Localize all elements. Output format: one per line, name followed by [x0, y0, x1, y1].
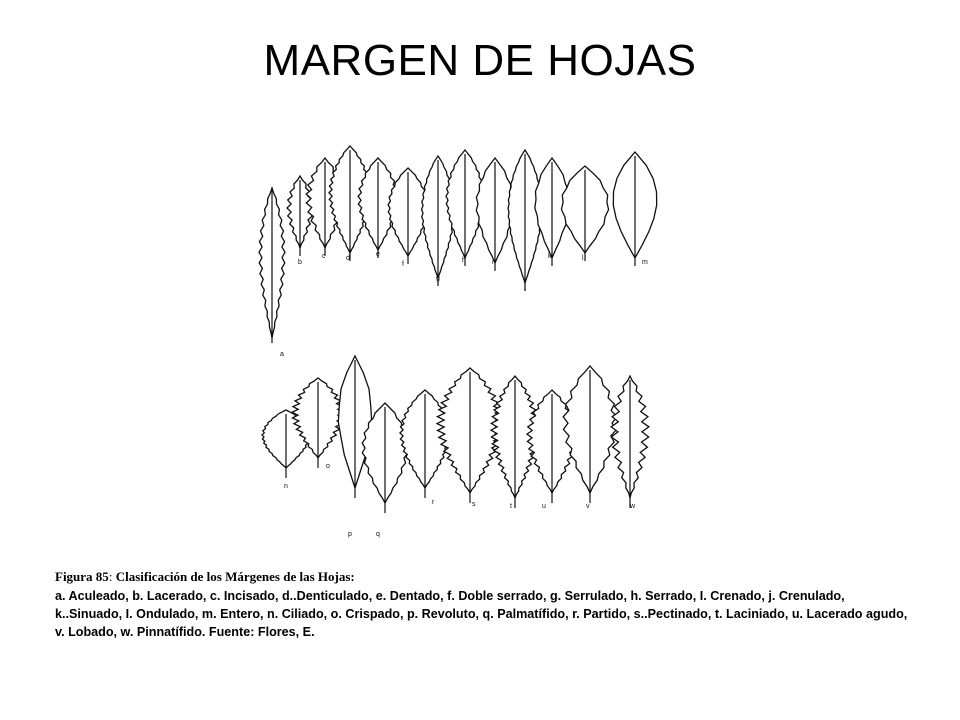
caption-title: Clasificación de los Márgenes de las Hojas:: [115, 569, 355, 584]
caption-heading: [55, 569, 915, 585]
caption-body: a. Aculeado, b. Lacerado, c. Incisado, d..Denticulado, e. Dentado, f. Doble serrado, g. Serrulado, h. Serrado, I. Crenado, j. Crenulado, k..Sinuado, I. Ondulado, m. Entero, n. Ciliado, o. Crispado, p. Revoluto, q. Palmatífido, r. Partido, s..Pectinado, t. Laciniado, u. Lacerado agudo, v. Lobado, w. Pinnatífido. Fuente: Flores, E.: [55, 589, 908, 639]
leaf-label: c: [322, 253, 326, 260]
leaf-label: h: [462, 257, 466, 264]
leaf-label: s: [472, 501, 476, 508]
leaf-margin-illustration: [240, 128, 670, 548]
leaf-label: r: [432, 499, 435, 506]
leaf-label: d: [346, 255, 350, 262]
leaf-label: q: [376, 531, 380, 538]
leaf-label: l: [582, 255, 584, 262]
leaf-label: e: [376, 251, 380, 258]
leaf-label: b: [298, 259, 302, 266]
leaf-label: i: [492, 259, 494, 266]
leaf-label: k: [548, 253, 552, 260]
leaf-label: v: [586, 503, 590, 510]
page-title: MARGEN DE HOJAS: [263, 36, 697, 85]
leaf-margin-drawing: [240, 128, 670, 548]
leaf-label: n: [284, 483, 288, 490]
leaf-label: w: [630, 503, 636, 510]
leaf-label: g: [436, 275, 440, 282]
leaf-label: o: [326, 463, 330, 470]
figure-caption: [55, 569, 915, 641]
leaf-label: m: [642, 259, 648, 266]
leaf-label: f: [402, 261, 404, 268]
leaf-label: t: [510, 503, 512, 510]
leaf-label-a: a: [280, 351, 284, 358]
leaf-label: p: [348, 531, 352, 538]
caption-figure-label: Figura 85: [55, 569, 109, 584]
caption-separator: :: [108, 569, 116, 584]
leaf-label: u: [542, 503, 546, 510]
leaf-label: j: [524, 283, 526, 290]
